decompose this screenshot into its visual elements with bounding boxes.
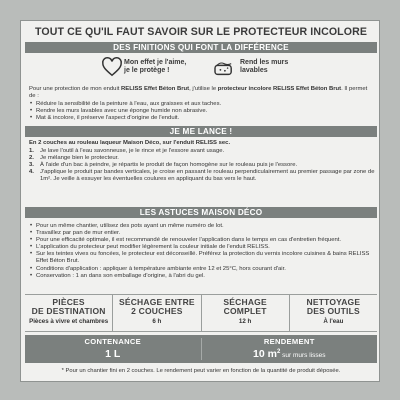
list-item: • Rendre les murs lavables avec une éponge humide non abrasive. bbox=[29, 108, 375, 115]
list-item: • Travaillez par pan de mur entier. bbox=[29, 230, 375, 237]
list-item: • Sur les teintes vives ou foncées, le protecteur est déconseillé. Préférez la protection du vernis incolore cuisines & bains RELISS Effet Béton Brut. bbox=[29, 251, 375, 265]
heart-icon bbox=[101, 56, 123, 78]
tips-list bbox=[29, 223, 375, 280]
rendement-cell: RENDEMENT 10 $m^2$ sur murs lisses bbox=[253, 337, 326, 360]
tips-heading: LES ASTUCES MAISON DÉCO bbox=[25, 207, 377, 218]
list-item: • Pour un même chantier, utilisez des pots ayant un même numéro de lot. bbox=[29, 223, 375, 230]
stat-drying-complete: SÉCHAGE COMPLET 12 h bbox=[202, 295, 290, 331]
footnote: * Pour un chantier fini en 2 couches. Le rendement peut varier en fonction de la quantité de produit déposée. bbox=[61, 368, 341, 374]
start-intro: En 2 couches au rouleau laqueur Maison Déco, sur l'enduit RELISS sec. bbox=[29, 140, 231, 146]
sponge-icon bbox=[213, 60, 235, 78]
finishes-list bbox=[29, 101, 375, 122]
stat-rooms: PIÈCES DE DESTINATION Pièces à vivre et chambres bbox=[25, 295, 113, 331]
list-item: • L'application du protecteur peut modifier légèrement la couleur initiale de l'enduit RELISS. bbox=[29, 244, 375, 251]
list-item: • Pour une efficacité optimale, il est recommandé de renouveler l'application dans le temps en cas d'entretien fréquent. bbox=[29, 237, 375, 244]
steps-list bbox=[29, 148, 375, 183]
list-item: 1. Je lave l'outil à l'eau savonneuse, je le rince et je l'essore avant usage. bbox=[29, 148, 225, 154]
stats-row bbox=[25, 294, 377, 332]
finishes-icons bbox=[101, 54, 321, 84]
icon2-text: Rend les murs lavables bbox=[240, 59, 289, 74]
finishes-intro: Pour une protection de mon enduit RELISS Effet Béton Brut, j'utilise le protecteur incolore RELISS Effet Béton Brut. Il permet de : bbox=[29, 86, 368, 100]
finishes-heading: DES FINITIONS QUI FONT LA DIFFÉRENCE bbox=[25, 42, 377, 53]
list-item: • Mat & incolore, il préserve l'aspect d'origine de l'enduit. bbox=[29, 115, 375, 122]
list-item: • Conditions d'application : appliquer à température ambiante entre 12 et 25°C, hors courant d'air. bbox=[29, 266, 375, 273]
list-item: 3. À l'aide d'un bac à peindre, je répartis le produit de façon homogène sur le rouleau puis je l'essore. bbox=[29, 162, 298, 169]
list-item: 4. J'applique le produit par bandes verticales, je croise en passant le rouleau perpendiculairement au premier passage par zone de 1m². Je veille à essuyer les éventuelles coulures en appliquant du bas vers le haut. bbox=[29, 169, 375, 183]
stat-cleaning: NETTOYAGE DES OUTILS À l'eau bbox=[306, 297, 361, 325]
page-title: TOUT CE QU'IL FAUT SAVOIR SUR LE PROTECTEUR INCOLORE bbox=[34, 26, 368, 38]
contenance-cell: CONTENANCE 1 L bbox=[84, 337, 142, 360]
list-item: • Réduire la sensibilité de la peinture à l'eau, aux graisses et aux taches. bbox=[29, 101, 375, 108]
icon1-text: Mon effet je l'aime, je le protège ! bbox=[124, 59, 187, 74]
list-item: 2. Je mélange bien le protecteur. bbox=[29, 155, 119, 162]
capacity-bar bbox=[25, 335, 377, 363]
info-panel bbox=[20, 20, 380, 382]
stat-drying-between: SÉCHAGE ENTRE 2 COUCHES 6 h bbox=[113, 295, 201, 331]
list-item: • Conservation : 1 an dans son emballage d'origine, à l'abri du gel. bbox=[29, 273, 375, 280]
start-heading: JE ME LANCE ! bbox=[25, 126, 377, 137]
